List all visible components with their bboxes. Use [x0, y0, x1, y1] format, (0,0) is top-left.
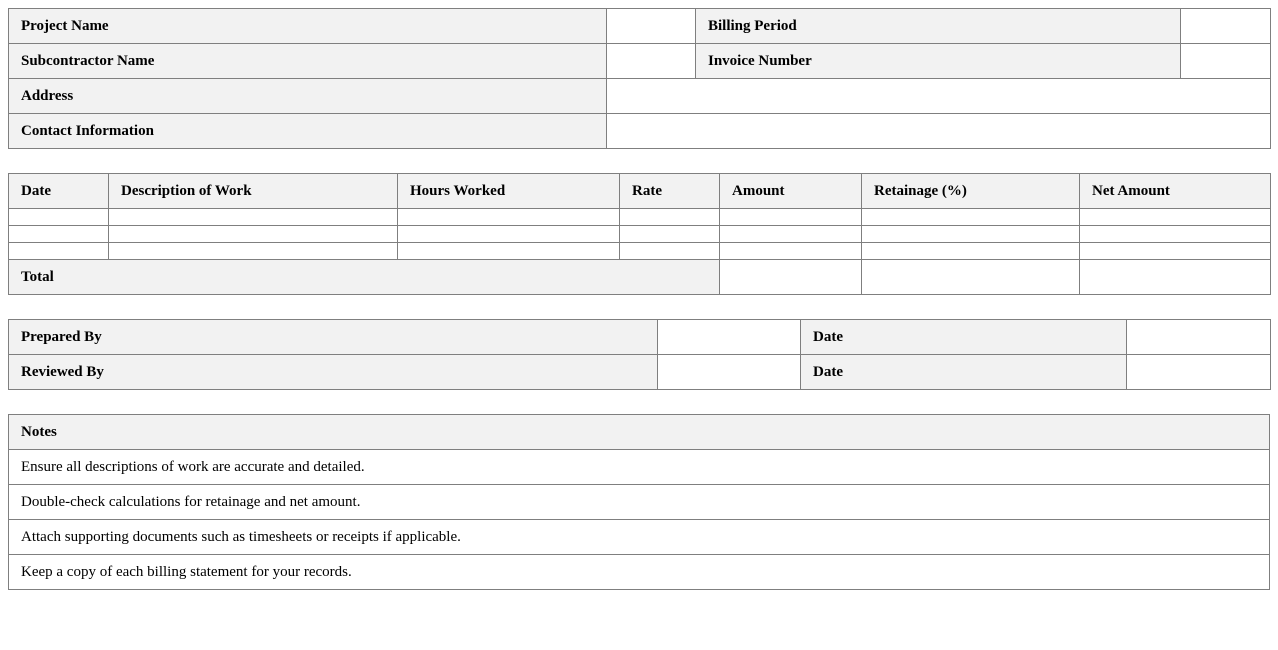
list-item — [9, 450, 1270, 485]
retainage-cell[interactable] — [862, 209, 1080, 226]
retainage-cell[interactable] — [862, 243, 1080, 260]
date-cell[interactable] — [9, 209, 109, 226]
subcontractor-name-field[interactable] — [607, 44, 696, 79]
list-item — [9, 555, 1270, 590]
contact-information-label: Contact Information — [9, 114, 607, 149]
prepared-by-label: Prepared By — [9, 320, 658, 355]
description-cell[interactable] — [109, 226, 398, 243]
address-row — [9, 79, 1271, 114]
hours-worked-cell[interactable] — [398, 243, 620, 260]
prepared-by-row — [9, 320, 1271, 355]
invoice-number-field[interactable] — [1181, 44, 1271, 79]
reviewed-date-label: Date — [801, 355, 1127, 390]
rate-cell[interactable] — [620, 209, 720, 226]
column-header-hours-worked: Hours Worked — [398, 174, 620, 209]
amount-cell[interactable] — [720, 209, 862, 226]
column-header-retainage: Retainage (%) — [862, 174, 1080, 209]
invoice-number-label: Invoice Number — [696, 44, 1181, 79]
column-header-rate: Rate — [620, 174, 720, 209]
table-row — [9, 226, 1271, 243]
net-amount-cell[interactable] — [1080, 243, 1271, 260]
hours-worked-cell[interactable] — [398, 209, 620, 226]
total-amount-cell[interactable] — [720, 260, 862, 295]
project-info-table — [8, 8, 1271, 149]
prepared-date-field[interactable] — [1127, 320, 1271, 355]
rate-cell[interactable] — [620, 243, 720, 260]
note-text: Ensure all descriptions of work are accurate and detailed. — [9, 450, 1270, 485]
address-label: Address — [9, 79, 607, 114]
table-row — [9, 209, 1271, 226]
column-header-date: Date — [9, 174, 109, 209]
contact-information-field[interactable] — [607, 114, 1271, 149]
total-row — [9, 260, 1271, 295]
contact-row — [9, 114, 1271, 149]
project-name-row — [9, 9, 1271, 44]
net-amount-cell[interactable] — [1080, 209, 1271, 226]
note-text: Attach supporting documents such as timesheets or receipts if applicable. — [9, 520, 1270, 555]
table-row — [9, 243, 1271, 260]
amount-cell[interactable] — [720, 226, 862, 243]
list-item — [9, 520, 1270, 555]
column-header-net-amount: Net Amount — [1080, 174, 1271, 209]
prepared-date-label: Date — [801, 320, 1127, 355]
table-header-row — [9, 174, 1271, 209]
hours-worked-cell[interactable] — [398, 226, 620, 243]
total-retainage-cell[interactable] — [862, 260, 1080, 295]
net-amount-cell[interactable] — [1080, 226, 1271, 243]
date-cell[interactable] — [9, 226, 109, 243]
rate-cell[interactable] — [620, 226, 720, 243]
amount-cell[interactable] — [720, 243, 862, 260]
reviewed-by-label: Reviewed By — [9, 355, 658, 390]
list-item — [9, 485, 1270, 520]
total-net-amount-cell[interactable] — [1080, 260, 1271, 295]
note-text: Keep a copy of each billing statement for your records. — [9, 555, 1270, 590]
subcontractor-row — [9, 44, 1271, 79]
work-items-table — [8, 173, 1271, 295]
project-name-field[interactable] — [607, 9, 696, 44]
description-cell[interactable] — [109, 209, 398, 226]
column-header-amount: Amount — [720, 174, 862, 209]
reviewed-by-row — [9, 355, 1271, 390]
total-label: Total — [9, 260, 720, 295]
prepared-by-field[interactable] — [658, 320, 801, 355]
notes-title: Notes — [9, 415, 1270, 450]
note-text: Double-check calculations for retainage and net amount. — [9, 485, 1270, 520]
subcontractor-name-label: Subcontractor Name — [9, 44, 607, 79]
signoff-table — [8, 319, 1271, 390]
notes-header-row — [9, 415, 1270, 450]
notes-table — [8, 414, 1270, 590]
address-field[interactable] — [607, 79, 1271, 114]
billing-period-field[interactable] — [1181, 9, 1271, 44]
column-header-description: Description of Work — [109, 174, 398, 209]
date-cell[interactable] — [9, 243, 109, 260]
project-name-label: Project Name — [9, 9, 607, 44]
billing-period-label: Billing Period — [696, 9, 1181, 44]
reviewed-by-field[interactable] — [658, 355, 801, 390]
retainage-cell[interactable] — [862, 226, 1080, 243]
reviewed-date-field[interactable] — [1127, 355, 1271, 390]
description-cell[interactable] — [109, 243, 398, 260]
